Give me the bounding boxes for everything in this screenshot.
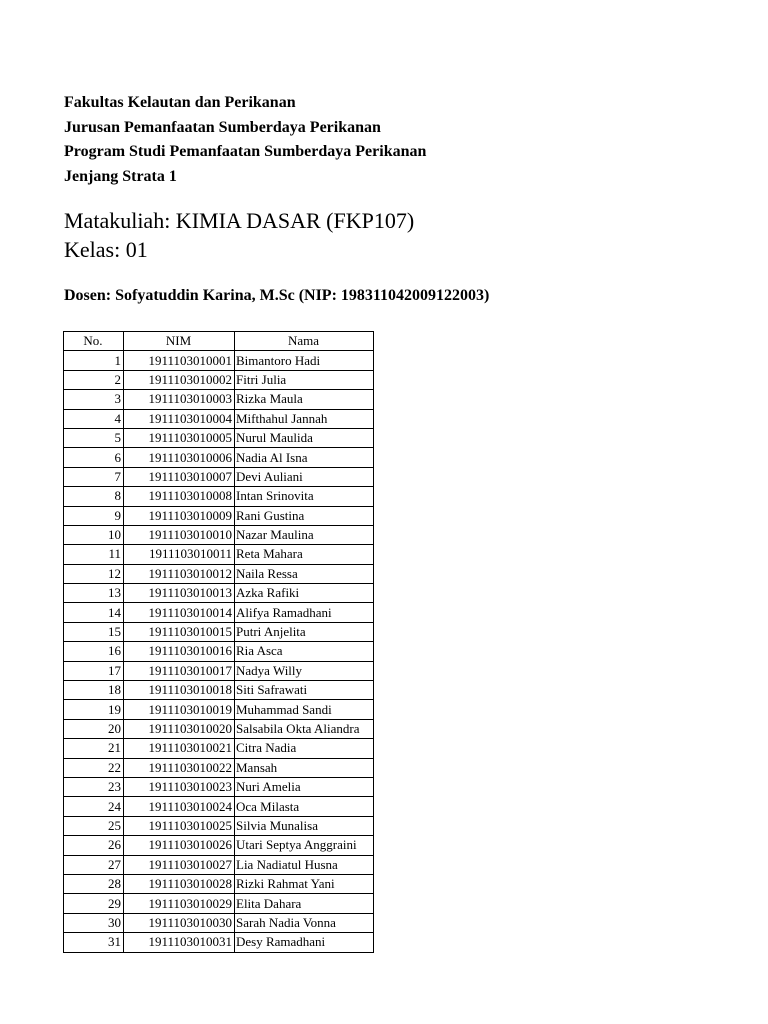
student-name: Azka Rafiki: [235, 584, 374, 603]
table-row: [64, 409, 374, 428]
student-nim: 1911103010017: [124, 661, 235, 680]
student-name: Intan Srinovita: [235, 487, 374, 506]
student-nim: 1911103010006: [124, 448, 235, 467]
table-row: [64, 603, 374, 622]
row-number: 7: [64, 467, 124, 486]
student-name: Mifthahul Jannah: [235, 409, 374, 428]
row-number: 1: [64, 351, 124, 370]
table-row: [64, 622, 374, 641]
student-nim: 1911103010030: [124, 913, 235, 932]
table-row: [64, 661, 374, 680]
student-name: Muhammad Sandi: [235, 700, 374, 719]
table-header-row: [64, 332, 374, 351]
student-nim: 1911103010026: [124, 836, 235, 855]
row-number: 27: [64, 855, 124, 874]
table-row: [64, 933, 374, 952]
student-name: Silvia Munalisa: [235, 816, 374, 835]
student-name: Sarah Nadia Vonna: [235, 913, 374, 932]
student-table: [63, 331, 374, 953]
student-name: Oca Milasta: [235, 797, 374, 816]
student-nim: 1911103010012: [124, 564, 235, 583]
student-name: Putri Anjelita: [235, 622, 374, 641]
row-number: 4: [64, 409, 124, 428]
student-name: Alifya Ramadhani: [235, 603, 374, 622]
student-nim: 1911103010015: [124, 622, 235, 641]
student-name: Nurul Maulida: [235, 428, 374, 447]
row-number: 31: [64, 933, 124, 952]
table-row: [64, 448, 374, 467]
student-rows: [64, 351, 374, 952]
table-row: [64, 894, 374, 913]
row-number: 26: [64, 836, 124, 855]
student-nim: 1911103010021: [124, 739, 235, 758]
student-nim: 1911103010018: [124, 681, 235, 700]
column-header-nama: Nama: [235, 332, 374, 351]
table-row: [64, 487, 374, 506]
student-name: Nadia Al Isna: [235, 448, 374, 467]
row-number: 9: [64, 506, 124, 525]
table-row: [64, 874, 374, 893]
table-row: [64, 506, 374, 525]
table-row: [64, 777, 374, 796]
student-nim: 1911103010027: [124, 855, 235, 874]
student-nim: 1911103010023: [124, 777, 235, 796]
table-row: [64, 758, 374, 777]
student-nim: 1911103010008: [124, 487, 235, 506]
lecturer-info: Dosen: Sofyatuddin Karina, M.Sc (NIP: 198311042009122003): [64, 287, 490, 304]
row-number: 15: [64, 622, 124, 641]
table-row: [64, 913, 374, 932]
row-number: 8: [64, 487, 124, 506]
class-label: Kelas: 01: [64, 237, 148, 262]
course-info: [64, 206, 414, 264]
student-name: Reta Mahara: [235, 545, 374, 564]
row-number: 6: [64, 448, 124, 467]
student-nim: 1911103010020: [124, 719, 235, 738]
row-number: 18: [64, 681, 124, 700]
student-name: Salsabila Okta Aliandra: [235, 719, 374, 738]
student-name: Bimantoro Hadi: [235, 351, 374, 370]
table-row: [64, 390, 374, 409]
table-row: [64, 525, 374, 544]
student-name: Fitri Julia: [235, 370, 374, 389]
student-nim: 1911103010014: [124, 603, 235, 622]
row-number: 20: [64, 719, 124, 738]
student-name: Rizka Maula: [235, 390, 374, 409]
row-number: 23: [64, 777, 124, 796]
student-nim: 1911103010029: [124, 894, 235, 913]
institution-header: [64, 91, 426, 189]
row-number: 12: [64, 564, 124, 583]
student-nim: 1911103010022: [124, 758, 235, 777]
student-nim: 1911103010025: [124, 816, 235, 835]
row-number: 2: [64, 370, 124, 389]
table-row: [64, 584, 374, 603]
row-number: 11: [64, 545, 124, 564]
student-nim: 1911103010010: [124, 525, 235, 544]
row-number: 28: [64, 874, 124, 893]
student-nim: 1911103010001: [124, 351, 235, 370]
student-name: Devi Auliani: [235, 467, 374, 486]
row-number: 19: [64, 700, 124, 719]
row-number: 21: [64, 739, 124, 758]
student-name: Nadya Willy: [235, 661, 374, 680]
row-number: 25: [64, 816, 124, 835]
table-row: [64, 836, 374, 855]
row-number: 14: [64, 603, 124, 622]
student-name: Citra Nadia: [235, 739, 374, 758]
student-nim: 1911103010013: [124, 584, 235, 603]
table-row: [64, 642, 374, 661]
column-header-nim: NIM: [124, 332, 235, 351]
table-row: [64, 719, 374, 738]
table-row: [64, 545, 374, 564]
row-number: 10: [64, 525, 124, 544]
student-name: Lia Nadiatul Husna: [235, 855, 374, 874]
student-name: Rani Gustina: [235, 506, 374, 525]
student-name: Naila Ressa: [235, 564, 374, 583]
table-row: [64, 816, 374, 835]
faculty-name: Fakultas Kelautan dan Perikanan: [64, 94, 296, 111]
student-nim: 1911103010004: [124, 409, 235, 428]
student-nim: 1911103010005: [124, 428, 235, 447]
program-name: Program Studi Pemanfaatan Sumberdaya Perikanan: [64, 143, 427, 160]
table-row: [64, 739, 374, 758]
student-nim: 1911103010024: [124, 797, 235, 816]
table-row: [64, 467, 374, 486]
student-nim: 1911103010011: [124, 545, 235, 564]
table-row: [64, 797, 374, 816]
student-name: Elita Dahara: [235, 894, 374, 913]
row-number: 5: [64, 428, 124, 447]
table-row: [64, 564, 374, 583]
column-header-no: No.: [64, 332, 124, 351]
table-row: [64, 855, 374, 874]
student-name: Rizki Rahmat Yani: [235, 874, 374, 893]
department-name: Jurusan Pemanfaatan Sumberdaya Perikanan: [64, 118, 381, 136]
student-name: Nuri Amelia: [235, 777, 374, 796]
row-number: 17: [64, 661, 124, 680]
student-name: Nazar Maulina: [235, 525, 374, 544]
row-number: 3: [64, 390, 124, 409]
student-nim: 1911103010003: [124, 390, 235, 409]
row-number: 22: [64, 758, 124, 777]
student-nim: 1911103010007: [124, 467, 235, 486]
table-row: [64, 700, 374, 719]
student-nim: 1911103010002: [124, 370, 235, 389]
table-row: [64, 428, 374, 447]
student-name: Ria Asca: [235, 642, 374, 661]
student-name: Utari Septya Anggraini: [235, 836, 374, 855]
course-title: Matakuliah: KIMIA DASAR (FKP107): [64, 208, 415, 233]
row-number: 16: [64, 642, 124, 661]
student-nim: 1911103010016: [124, 642, 235, 661]
student-nim: 1911103010019: [124, 700, 235, 719]
row-number: 13: [64, 584, 124, 603]
row-number: 30: [64, 913, 124, 932]
degree-level: Jenjang Strata 1: [64, 167, 177, 185]
table-row: [64, 370, 374, 389]
student-name: Mansah: [235, 758, 374, 777]
row-number: 24: [64, 797, 124, 816]
student-nim: 1911103010009: [124, 506, 235, 525]
student-nim: 1911103010031: [124, 933, 235, 952]
student-nim: 1911103010028: [124, 874, 235, 893]
student-name: Siti Safrawati: [235, 681, 374, 700]
table-row: [64, 351, 374, 370]
student-name: Desy Ramadhani: [235, 933, 374, 952]
row-number: 29: [64, 894, 124, 913]
table-row: [64, 681, 374, 700]
